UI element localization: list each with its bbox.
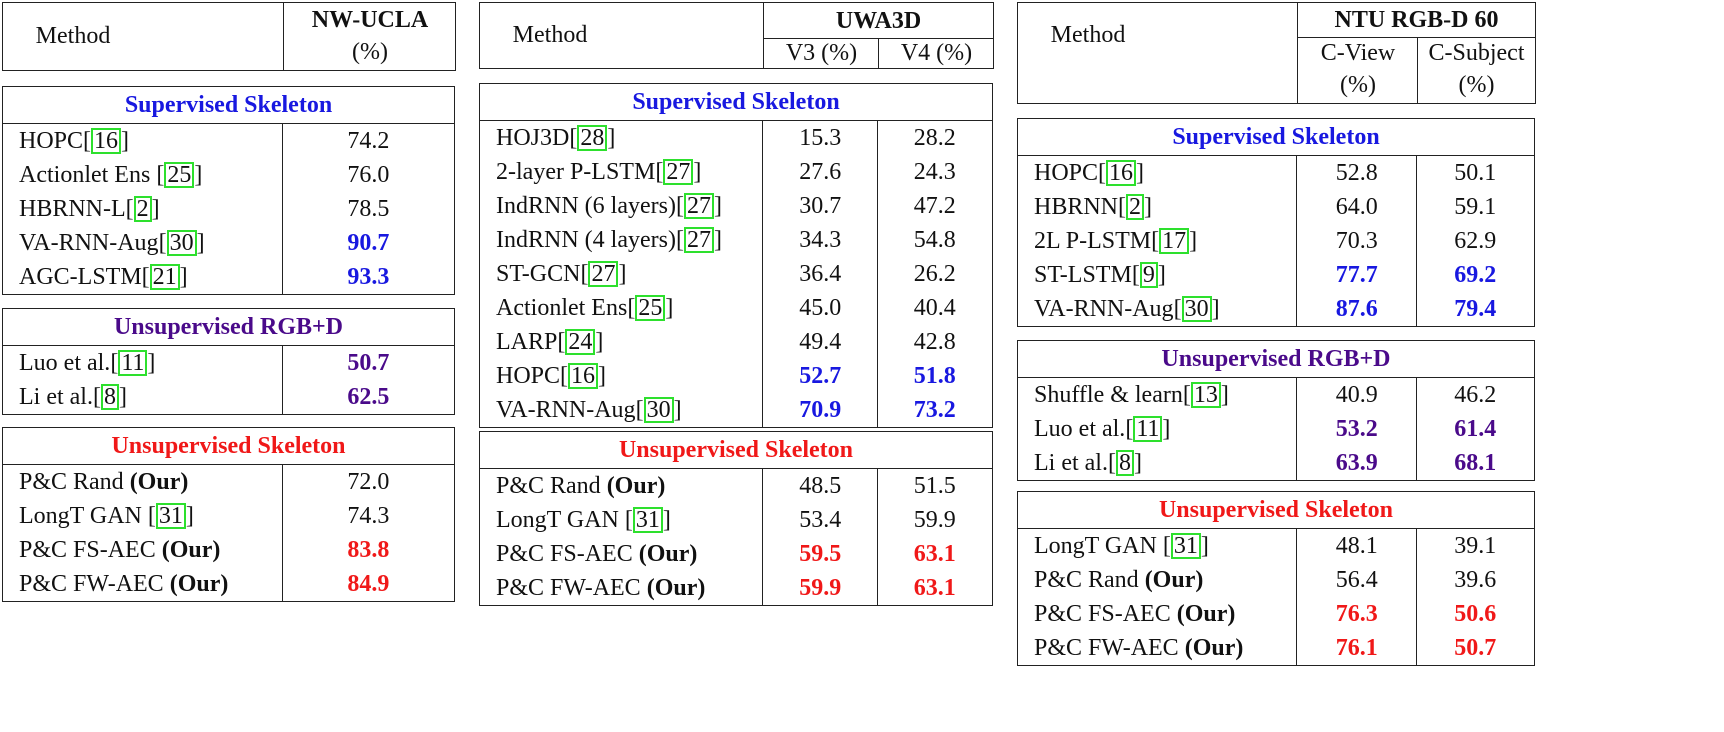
value-cell: 63.9	[1335, 450, 1378, 476]
value-cell: 50.1	[1454, 160, 1497, 186]
table-row	[3, 260, 454, 294]
value-cell: 53.4	[799, 507, 842, 533]
divider	[1296, 156, 1297, 326]
table-row	[480, 291, 992, 325]
citation-link[interactable]: 27	[684, 193, 714, 219]
uwa3d-header	[479, 2, 994, 69]
method-name: Luo et al.	[1034, 416, 1126, 442]
block-title: Supervised Skeleton	[480, 84, 992, 121]
method-name: P&C FW-AEC	[1034, 635, 1185, 661]
value-cell: 72.0	[347, 469, 390, 495]
method-cell: Luo et al.[ 11 ]	[1034, 416, 1171, 442]
method-header: Method	[35, 23, 111, 49]
table-row	[1018, 378, 1534, 412]
method-cell	[1018, 597, 1297, 631]
method-cell: HBRNN-L[ 2 ]	[19, 196, 160, 222]
table-row	[3, 124, 454, 158]
citation-link[interactable]: 28	[577, 125, 607, 151]
value-cell: 63.1	[913, 575, 956, 601]
method-cell: IndRNN (4 layers)[ 27 ]	[496, 227, 722, 253]
method-cell	[1018, 631, 1297, 665]
divider	[762, 121, 763, 427]
method-name: AGC-LSTM	[19, 264, 142, 290]
citation-link[interactable]: 21	[150, 264, 180, 290]
value-cell: 39.6	[1454, 567, 1497, 593]
value-cell: 61.4	[1454, 416, 1497, 442]
method-name: VA-RNN-Aug	[496, 397, 636, 423]
our-label: (Our)	[646, 575, 706, 601]
method-name: Li et al.	[1034, 450, 1108, 476]
value-cell: 83.8	[347, 537, 390, 563]
method-cell: 2L P-LSTM[ 17 ]	[1034, 228, 1198, 254]
value-cell: 59.5	[799, 541, 842, 567]
our-label: (Our)	[169, 571, 229, 597]
value-cell: 34.3	[799, 227, 842, 253]
method-cell: Luo et al.[ 11 ]	[19, 350, 156, 376]
value-cell: 54.8	[913, 227, 956, 253]
block-title: Unsupervised Skeleton	[3, 428, 454, 465]
col-header-v3: V3 (%)	[785, 40, 858, 66]
method-cell: AGC-LSTM[ 21 ]	[19, 264, 188, 290]
table-row	[480, 257, 992, 291]
value-cell: 47.2	[913, 193, 956, 219]
citation-link[interactable]: 30	[644, 397, 674, 423]
table-row	[3, 380, 454, 414]
method-cell	[3, 533, 283, 567]
value-cell: 51.8	[913, 363, 956, 389]
col-header-cview: C-View	[1320, 40, 1396, 66]
method-cell	[480, 537, 763, 571]
divider	[282, 346, 283, 414]
method-name: Luo et al.	[19, 350, 111, 376]
value-cell: 69.2	[1454, 262, 1497, 288]
value-cell: 52.8	[1335, 160, 1378, 186]
table-row	[1018, 563, 1534, 597]
citation-link[interactable]: 11	[1133, 416, 1162, 442]
method-name: P&C FW-AEC	[496, 575, 647, 601]
method-name: HOJ3D	[496, 125, 570, 151]
value-cell: 15.3	[799, 125, 842, 151]
method-name: HOPC	[1034, 160, 1099, 186]
method-name: HBRNN	[1034, 194, 1119, 220]
dataset-header: NTU RGB-D 60	[1334, 7, 1499, 33]
value-cell: 39.1	[1454, 533, 1497, 559]
method-name: 2L P-LSTM	[1034, 228, 1152, 254]
table-row	[1018, 156, 1534, 190]
value-cell: 64.0	[1335, 194, 1378, 220]
table-row	[1018, 446, 1534, 480]
method-name: LongT GAN	[19, 503, 148, 529]
table-row	[3, 158, 454, 192]
method-cell: HOJ3D[ 28 ]	[496, 125, 616, 151]
unit-cview: (%)	[1340, 72, 1376, 98]
divider	[877, 469, 878, 605]
citation-link[interactable]: 25	[635, 295, 665, 321]
value-cell: 70.3	[1335, 228, 1378, 254]
nwucla-header	[2, 2, 456, 71]
citation-link[interactable]: 11	[118, 350, 147, 376]
method-name: Li et al.	[19, 384, 93, 410]
divider	[1416, 156, 1417, 326]
block-title: Unsupervised Skeleton	[1018, 492, 1534, 529]
method-cell: LongT GAN [ 31 ]	[496, 507, 671, 533]
dataset-header: UWA3D	[835, 7, 922, 34]
method-name: IndRNN (4 layers)	[496, 227, 676, 253]
method-cell: Li et al.[ 8 ]	[19, 384, 127, 410]
value-cell: 24.3	[913, 159, 956, 185]
method-header: Method	[1050, 22, 1126, 48]
our-label: (Our)	[1144, 567, 1204, 593]
method-cell: ST-GCN[ 27 ]	[496, 261, 627, 287]
method-name: 2-layer P-LSTM	[496, 159, 656, 185]
method-name: HBRNN-L	[19, 196, 126, 222]
divider	[283, 3, 284, 70]
divider	[1416, 529, 1417, 665]
method-name: LARP	[496, 329, 558, 355]
value-cell: 49.4	[799, 329, 842, 355]
value-cell: 73.2	[913, 397, 956, 423]
method-name: VA-RNN-Aug	[19, 230, 159, 256]
table-row	[480, 393, 992, 427]
divider	[762, 469, 763, 605]
block-rgbd	[2, 308, 455, 415]
value-cell: 52.7	[799, 363, 842, 389]
method-cell: IndRNN (6 layers)[ 27 ]	[496, 193, 722, 219]
value-cell: 84.9	[347, 571, 390, 597]
method-cell	[1018, 563, 1297, 597]
method-name: P&C Rand	[1034, 567, 1145, 593]
dataset-header: NW-UCLA	[311, 7, 429, 33]
value-cell: 30.7	[799, 193, 842, 219]
value-cell: 63.1	[913, 541, 956, 567]
value-cell: 48.5	[799, 473, 842, 499]
table-row	[3, 533, 454, 567]
table-row	[480, 189, 992, 223]
method-name: Shuffle & learn	[1034, 382, 1183, 408]
value-cell: 76.1	[1335, 635, 1378, 661]
method-name: HOPC	[496, 363, 561, 389]
value-cell: 59.9	[913, 507, 956, 533]
table-row	[480, 571, 992, 605]
method-cell: ST-LSTM[ 9 ]	[1034, 262, 1166, 288]
method-name: LongT GAN	[496, 507, 625, 533]
citation-link[interactable]: 27	[684, 227, 714, 253]
value-cell: 76.0	[347, 162, 390, 188]
value-cell: 59.9	[799, 575, 842, 601]
table-row	[1018, 224, 1534, 258]
table-row	[480, 121, 992, 155]
value-cell: 42.8	[913, 329, 956, 355]
table-row	[1018, 597, 1534, 631]
block-supervised	[1017, 118, 1535, 327]
value-cell: 50.7	[1454, 635, 1497, 661]
method-cell: HBRNN[ 2 ]	[1034, 194, 1153, 220]
divider	[877, 121, 878, 427]
value-cell: 68.1	[1454, 450, 1497, 476]
method-name: VA-RNN-Aug	[1034, 296, 1174, 322]
citation-link[interactable]: 30	[167, 230, 197, 256]
table-row	[480, 325, 992, 359]
value-cell: 93.3	[347, 264, 390, 290]
method-cell: Li et al.[ 8 ]	[1034, 450, 1142, 476]
citation-link[interactable]: 31	[633, 507, 663, 533]
method-name: P&C FS-AEC	[19, 537, 162, 563]
value-cell: 56.4	[1335, 567, 1378, 593]
method-cell: Actionlet Ens [ 25 ]	[19, 162, 203, 188]
our-label: (Our)	[129, 469, 189, 495]
method-name: HOPC	[19, 128, 84, 154]
block-unsup	[2, 427, 455, 602]
value-cell: 90.7	[347, 230, 390, 256]
value-cell: 70.9	[799, 397, 842, 423]
citation-link[interactable]: 27	[663, 159, 693, 185]
citation-link[interactable]: 31	[156, 503, 186, 529]
citation-link[interactable]: 25	[164, 162, 194, 188]
value-cell: 77.7	[1335, 262, 1378, 288]
value-cell: 51.5	[913, 473, 956, 499]
method-name: P&C Rand	[19, 469, 130, 495]
table-row	[1018, 292, 1534, 326]
our-label: (Our)	[606, 473, 666, 499]
our-label: (Our)	[1176, 601, 1236, 627]
method-header: Method	[512, 22, 588, 48]
method-cell: VA-RNN-Aug[ 30 ]	[496, 397, 682, 423]
citation-link[interactable]: 30	[1182, 296, 1212, 322]
method-name: P&C Rand	[496, 473, 607, 499]
value-cell: 27.6	[799, 159, 842, 185]
value-cell: 53.2	[1335, 416, 1378, 442]
value-cell: 36.4	[799, 261, 842, 287]
value-cell: 87.6	[1335, 296, 1378, 322]
method-cell: VA-RNN-Aug[ 30 ]	[19, 230, 205, 256]
citation-link[interactable]: 8	[1116, 450, 1134, 476]
table-row	[1018, 412, 1534, 446]
method-cell: HOPC[ 16 ]	[19, 128, 130, 154]
citation-link[interactable]: 8	[101, 384, 119, 410]
table-row	[1018, 258, 1534, 292]
table-row	[1018, 190, 1534, 224]
method-cell	[3, 465, 283, 499]
table-row	[3, 226, 454, 260]
value-cell: 48.1	[1335, 533, 1378, 559]
method-cell: Actionlet Ens[ 25 ]	[496, 295, 674, 321]
block-supervised	[479, 83, 993, 428]
method-name: P&C FS-AEC	[1034, 601, 1177, 627]
divider	[282, 465, 283, 601]
block-unsup	[479, 431, 993, 606]
value-cell: 46.2	[1454, 382, 1497, 408]
method-cell: LARP[ 24 ]	[496, 329, 604, 355]
citation-link[interactable]: 27	[588, 261, 618, 287]
value-cell: 76.3	[1335, 601, 1378, 627]
table-row	[1018, 529, 1534, 563]
method-name: Actionlet Ens	[19, 162, 157, 188]
table-row	[480, 359, 992, 393]
citation-link[interactable]: 13	[1191, 382, 1221, 408]
value-cell: 74.3	[347, 503, 390, 529]
table-row	[480, 503, 992, 537]
table-row	[3, 465, 454, 499]
value-cell: 74.2	[347, 128, 390, 154]
citation-link[interactable]: 9	[1140, 262, 1158, 288]
table-row	[3, 499, 454, 533]
value-cell: 62.5	[347, 384, 390, 410]
block-title: Supervised Skeleton	[1018, 119, 1534, 156]
col-header-csubject: C-Subject	[1428, 40, 1525, 66]
method-name: ST-GCN	[496, 261, 581, 287]
method-name: Actionlet Ens	[496, 295, 628, 321]
value-cell: 59.1	[1454, 194, 1497, 220]
block-unsup	[1017, 491, 1535, 666]
unit-header: (%)	[352, 39, 388, 65]
method-cell: HOPC[ 16 ]	[1034, 160, 1145, 186]
method-cell: LongT GAN [ 31 ]	[1034, 533, 1209, 559]
value-cell: 62.9	[1454, 228, 1497, 254]
method-name: ST-LSTM	[1034, 262, 1132, 288]
method-cell: 2-layer P-LSTM[ 27 ]	[496, 159, 702, 185]
value-cell: 79.4	[1454, 296, 1497, 322]
our-label: (Our)	[161, 537, 221, 563]
method-cell: VA-RNN-Aug[ 30 ]	[1034, 296, 1220, 322]
table-row	[480, 469, 992, 503]
value-cell: 40.4	[913, 295, 956, 321]
block-title: Unsupervised RGB+D	[1018, 341, 1534, 378]
method-cell	[480, 571, 763, 605]
divider	[282, 124, 283, 294]
citation-link[interactable]: 31	[1171, 533, 1201, 559]
citation-link[interactable]: 2	[1126, 194, 1144, 220]
table-row	[1018, 631, 1534, 665]
block-rgbd	[1017, 340, 1535, 481]
method-name: P&C FS-AEC	[496, 541, 639, 567]
table-row	[3, 567, 454, 601]
citation-link[interactable]: 16	[91, 128, 121, 154]
table-row	[3, 346, 454, 380]
method-cell: LongT GAN [ 31 ]	[19, 503, 194, 529]
method-cell	[3, 567, 283, 601]
citation-link[interactable]: 24	[565, 329, 595, 355]
citation-link[interactable]: 17	[1159, 228, 1189, 254]
col-header-v4: V4 (%)	[900, 40, 973, 66]
method-name: IndRNN (6 layers)	[496, 193, 676, 219]
citation-link[interactable]: 2	[134, 196, 152, 222]
our-label: (Our)	[638, 541, 698, 567]
value-cell: 50.6	[1454, 601, 1497, 627]
block-title: Supervised Skeleton	[3, 87, 454, 124]
table-row	[480, 537, 992, 571]
method-cell: HOPC[ 16 ]	[496, 363, 607, 389]
divider	[1296, 529, 1297, 665]
block-title: Unsupervised RGB+D	[3, 309, 454, 346]
divider	[1296, 378, 1297, 480]
value-cell: 26.2	[913, 261, 956, 287]
table-row	[3, 192, 454, 226]
method-name: LongT GAN	[1034, 533, 1163, 559]
unit-csubject: (%)	[1458, 72, 1495, 98]
value-cell: 50.7	[347, 350, 390, 376]
method-cell: Shuffle & learn[ 13 ]	[1034, 382, 1229, 408]
value-cell: 28.2	[913, 125, 956, 151]
table-row	[480, 155, 992, 189]
our-label: (Our)	[1184, 635, 1244, 661]
table-row	[480, 223, 992, 257]
value-cell: 45.0	[799, 295, 842, 321]
ntu-header	[1017, 2, 1536, 104]
value-cell: 40.9	[1335, 382, 1378, 408]
method-name: P&C FW-AEC	[19, 571, 170, 597]
block-title: Unsupervised Skeleton	[480, 432, 992, 469]
divider	[1416, 378, 1417, 480]
method-cell	[480, 469, 763, 503]
block-supervised	[2, 86, 455, 295]
citation-link[interactable]: 16	[1106, 160, 1136, 186]
value-cell: 78.5	[347, 196, 390, 222]
citation-link[interactable]: 16	[568, 363, 598, 389]
